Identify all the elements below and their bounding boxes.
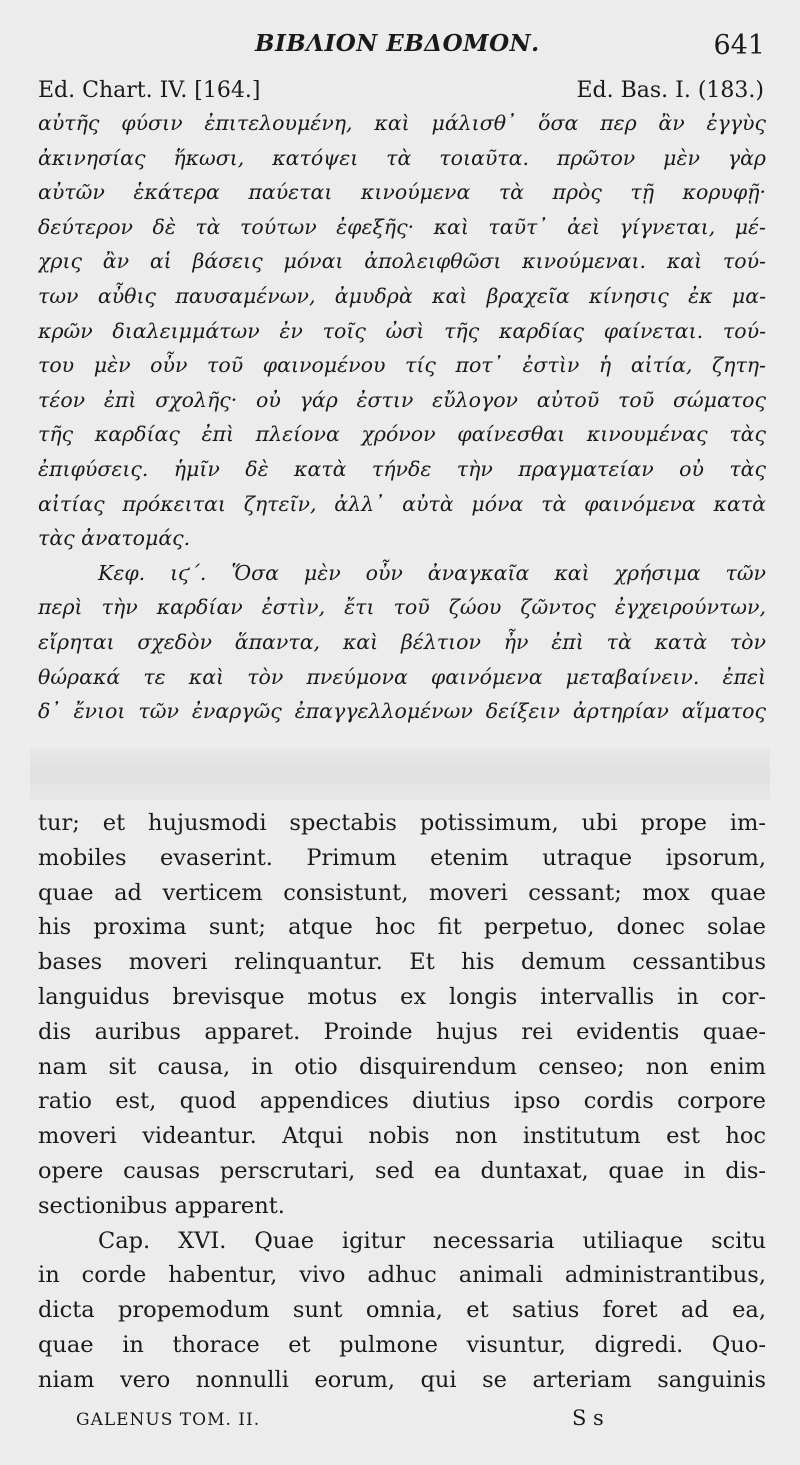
latin-line: sectionibus apparent.: [38, 1192, 285, 1219]
book-title: ΒΙΒΛΙΟΝ ΕΒΔΟΜΟΝ.: [255, 30, 540, 57]
greek-line: δ᾽ ἔνιοι τῶν ἐναργῶς ἐπαγγελλομένων δείξειν ἀρτηρίαν αἵματος: [38, 699, 766, 724]
greek-line: των αὖθις παυσαμένων, ἀμυδρὰ καὶ βραχεῖα κίνησις ἐκ μα-: [38, 283, 766, 308]
latin-line: dicta propemodum sunt omnia, et satius foret ad ea,: [38, 1297, 766, 1324]
running-head: [0, 28, 800, 64]
latin-line: moveri videantur. Atqui nobis non institutum est hoc: [38, 1123, 766, 1150]
latin-line: bases moveri relinquantur. Et his demum cessantibus: [38, 949, 766, 976]
latin-line: nam sit causa, in otio disquirendum censeo; non enim: [38, 1053, 766, 1080]
greek-line: τέον ἐπὶ σχολῆς· οὐ γάρ ἐστιν εὔλογον αὐτοῦ τοῦ σώματος: [38, 387, 766, 412]
latin-line: quae ad verticem consistunt, moveri cessant; mox quae: [38, 879, 766, 906]
edition-ref-basel: Ed. Bas. I. (183.): [576, 78, 764, 103]
greek-line: θώρακά τε καὶ τὸν πνεύμονα φαινόμενα μεταβαίνειν. ἐπεὶ: [38, 664, 766, 689]
latin-line: opere causas perscrutari, sed ea duntaxat, quae in dis-: [38, 1157, 766, 1184]
greek-line: εἴρηται σχεδὸν ἅπαντα, καὶ βέλτιον ἦν ἐπὶ τὰ κατὰ τὸν: [38, 629, 766, 654]
latin-line: mobiles evaserint. Primum etenim utraque ipsorum,: [38, 844, 766, 871]
page-footer: [0, 1406, 800, 1436]
latin-line: in corde habentur, vivo adhuc animali administrantibus,: [38, 1262, 766, 1289]
greek-line: αὐτῶν ἑκάτερα παύεται κινούμενα τὰ πρὸς τῇ κορυφῇ·: [38, 180, 766, 205]
greek-line: περὶ τὴν καρδίαν ἐστὶν, ἔτι τοῦ ζώου ζῶντος ἐγχειρούντων,: [38, 595, 766, 620]
latin-line: tur; et hujusmodi spectabis potissimum, ubi prope im-: [38, 810, 766, 836]
column-separator: [30, 748, 770, 800]
latin-chapter-heading-line: Cap. XVI. Quae igitur necessaria utiliaque scitu: [98, 1227, 766, 1254]
latin-line: quae in thorace et pulmone visuntur, digredi. Quo-: [38, 1331, 766, 1358]
latin-text-block: [38, 806, 766, 1398]
latin-line: dis auribus apparet. Proinde hujus rei evidentis quae-: [38, 1018, 766, 1045]
greek-line: τῆς καρδίας ἐπὶ πλείονα χρόνον φαίνεσθαι κινουμένας τὰς: [38, 422, 766, 447]
printer-signature: GALENUS TOM. II.: [76, 1410, 261, 1430]
latin-line: ratio est, quod appendices diutius ipso cordis corpore: [38, 1088, 766, 1115]
greek-line: χρις ἂν αἱ βάσεις μόναι ἀπολειφθῶσι κινούμεναι. καὶ τού-: [38, 249, 766, 274]
greek-line: ἀκινησίας ἥκωσι, κατόψει τὰ τοιαῦτα. πρῶτον μὲν γὰρ: [38, 145, 766, 170]
latin-line: languidus brevisque motus ex longis intervallis in cor-: [38, 983, 766, 1010]
greek-line: του μὲν οὖν τοῦ φαινομένου τίς ποτ᾽ ἐστὶν ἡ αἰτία, ζητη-: [38, 353, 766, 378]
greek-chapter-heading-line: Κεφ. ιϛ΄. Ὅσα μὲν οὖν ἀναγκαῖα καὶ χρήσιμα τῶν: [98, 560, 766, 585]
greek-line: κρῶν διαλειμμάτων ἐν τοῖς ὠσὶ τῆς καρδίας φαίνεται. τού-: [38, 318, 766, 343]
greek-line: αὐτῆς φύσιν ἐπιτελουμένη, καὶ μάλισθ᾽ ὅσα περ ἂν ἐγγὺς: [38, 111, 766, 135]
page-number: 641: [713, 30, 765, 61]
greek-line: δεύτερον δὲ τὰ τούτων ἐφεξῆς· καὶ ταῦτ᾽ ἀεὶ γίγνεται, μέ-: [38, 214, 766, 239]
edition-ref-chartier: Ed. Chart. IV. [164.]: [38, 78, 261, 103]
greek-line: αἰτίας πρόκειται ζητεῖν, ἀλλ᾽ αὐτὰ μόνα τὰ φαινόμενα κατὰ: [38, 491, 766, 516]
latin-line: his proxima sunt; atque hoc fit perpetuo, donec solae: [38, 914, 766, 941]
sheet-signature: S s: [572, 1406, 604, 1430]
edition-references: [38, 78, 764, 106]
greek-line: ἐπιφύσεις. ἡμῖν δὲ κατὰ τήνδε τὴν πραγματείαν οὐ τὰς: [38, 456, 766, 481]
greek-line: τὰς ἀνατομάς.: [38, 526, 191, 551]
greek-text-block: [38, 106, 766, 729]
latin-line: niam vero nonnulli eorum, qui se arteriam sanguinis: [38, 1366, 766, 1393]
